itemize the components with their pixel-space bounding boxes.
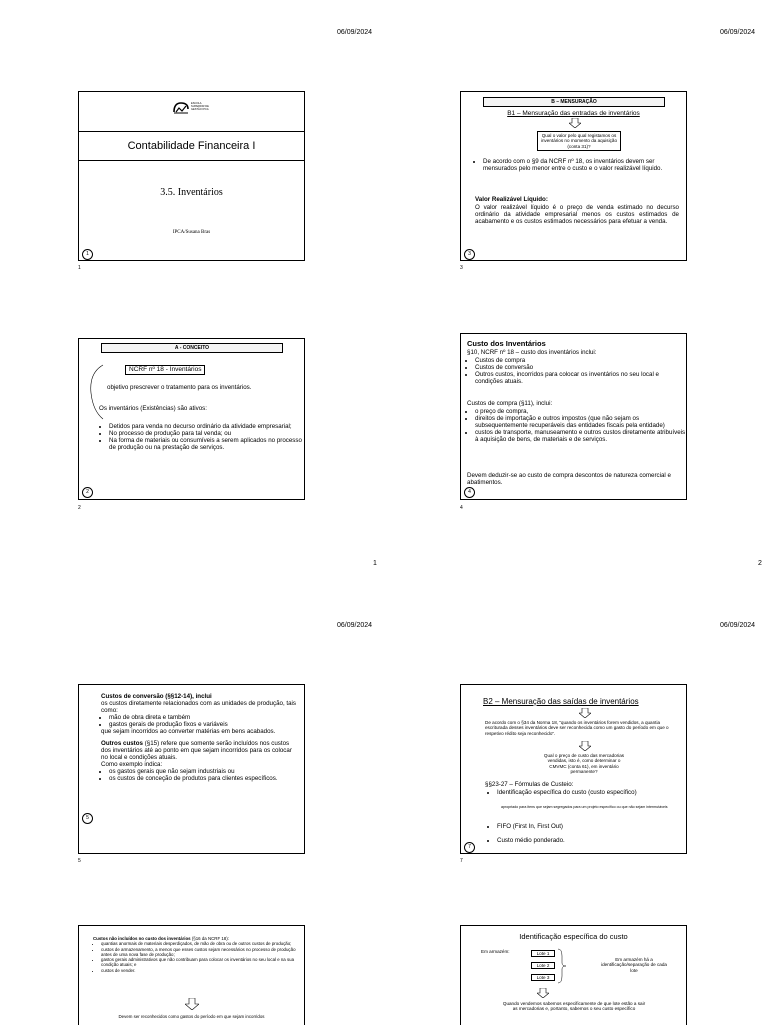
slide-title: Identificação específica do custo [519,932,628,941]
arrow-down-icon [579,708,591,718]
slide-circle-number: 4 [464,487,475,498]
brace-icon [557,948,567,984]
conversion-title: Custos de conversão (§§12-14), inclui [101,693,212,700]
slide-1 [78,91,305,261]
excluded-costs-block [93,936,297,973]
bullet-item: • No processo de produção para tal venda; ou [109,430,305,437]
bullet-item: • custos de armazenamento, a menos que esses custos sejam necessários no processo de produção antes de uma nova fase de produção; [101,947,297,958]
ipca-logo-icon [172,100,190,116]
vrl-text: O valor realizável líquido é o preço de venda estimado no decurso ordinário da atividade empresarial menos os custos estimados de acabamento e os custos estimados necessários para efetuar a venda. [475,204,679,225]
formula-list [489,823,677,830]
bullet-item: • De acordo com o §9 da NCRF nº 18, os inventários devem ser mensurados pelo menor entre o custo e o valor realizável líquido. [483,158,687,172]
arrow-down-icon [579,741,591,751]
bullet-item: • direitos de importação e outros impostos (que não sejam os subsequentemente recuperáveis das entidades fiscais pela entidade) [475,415,687,429]
bullet-item: • Custos de compra [475,357,687,364]
formula-list [489,837,677,844]
other-costs-title: Outros custos [101,740,143,747]
arrow-down-icon [569,118,581,128]
bullet-item: • mão de obra direta e também [109,714,297,721]
slide-circle-number: 1 [82,249,93,260]
ncrf-box: NCRF nº 18 - Inventários [125,365,205,375]
section-heading: B1 – Mensuração das entradas de inventários [507,110,640,117]
purchase-title: Custos de compra (§11), inclui: [467,400,553,407]
slide-circle-number: 3 [464,249,475,260]
objective-text: objetivo prescrever o tratamento para os inventários. [107,384,252,391]
lot-box: Lote 3 [531,974,555,981]
bullet-item: • quantias anormais de materiais desperdiçados, de mão de obra ou de outros custos de produção; [101,941,297,946]
bullet-item: • gastos gerais administrativos que não contribuam para colocar os inventários no seu local e na sua condição atuais; e [101,957,297,968]
slide-number-3: 3 [460,265,463,271]
slide-3 [460,91,687,261]
definition-text: Os inventários (Existências) são ativos: [99,405,207,412]
excluded-title: Custos não incluídos no custo dos inventários [93,936,191,941]
date-left-page1: 06/09/2024 [337,29,373,36]
slide-number-5: 5 [78,858,81,864]
school-logo [172,100,212,120]
excluded-title-ref: (§16 da NCRF 18): [191,936,229,941]
bullet-list [101,423,305,451]
curved-arrow-icon [87,363,105,423]
slide-6 [78,925,305,1025]
deduct-text: Devem deduzir-se ao custo de compra descontos de natureza comercial e abatimentos. [467,472,671,486]
slide-circle-number: 5 [82,813,93,824]
slide-8 [460,925,687,1025]
bullet-item: • Na forma de materiais ou consumíveis a serem aplicados no processo de produção ou na prestação de serviços. [109,437,305,451]
bullet-list [475,158,687,172]
conversion-intro: os custos diretamente relacionados com as unidades de produção, tais como: [101,700,297,714]
section-header: A - CONCEITO [101,343,283,353]
lot-box: Lote 2 [531,962,555,969]
bullet-item: • o preço de compra, [475,408,687,415]
conversion-block [101,693,297,782]
slide-5 [78,684,305,854]
bullet-item: • os gastos gerais que não sejam industriais ou [109,768,297,775]
slide-number-4: 4 [460,505,463,511]
bullet-item: • Detidos para venda no decurso ordinário da atividade empresarial; [109,423,305,430]
storage-label: Em armazém: [481,949,510,954]
arrow-down-icon [537,988,549,998]
other-costs-text: (§15) refere que somente serão incluídos nos custos dos inventários até ao ponto em que sejam incorridos para os colocar no local e condições atuais. [101,740,292,761]
storage-note: Em armazém há a identificação/separação de cada lote [601,957,667,973]
bullet-item: • os custos de conceção de produtos para clientes específicos. [109,775,297,782]
lot-box: Lote 1 [531,950,555,957]
slide-number-2: 2 [78,505,81,511]
slide-2 [78,338,305,500]
formulas-label: §§23-27 – Fórmulas de Custeio: [485,781,574,788]
slide-circle-number: 2 [82,487,93,498]
question-text: Qual o preço de custo das mercadorias vendidas, isto é, como determinar o CMVMC (conta 61), em inventário permanente? [543,753,625,775]
logo-text: ESCOLA SUPERIOR DE GESTÃO IPCA [191,102,209,111]
bullet-item: • FIFO (First In, First Out) [497,823,677,830]
slide-author: IPCA/Susana Bras [172,230,211,235]
bullet-item: • gastos gerais de produção fixos e variáveis [109,721,297,728]
specific-note: apropriado para itens que sejam segregados para um projeto específico ou que não sejam intermutáveis [501,805,668,809]
section-heading: B2 – Mensuração das saídas de inventários [483,697,639,706]
page-number: 1 [373,560,377,567]
bullet-item: • custos de vender. [101,968,297,973]
vrl-title: Valor Realizável Líquido: [475,196,548,203]
bullet-item: • Custos de conversão [475,364,687,371]
slide-number-7: 7 [460,858,463,864]
slide-7 [460,684,687,854]
slide-number-1: 1 [78,265,81,271]
bullet-item: • Identificação específica do custo (custo específico) [497,789,637,796]
sale-note: Quando vendemos sabemos especificamente de que lote estão a sair as mercadorias e, portanto, sabemos o seu custo específico [502,1001,646,1012]
formula-list [489,789,637,796]
slide-4 [460,333,687,500]
bullet-item: • custos de transporte, manuseamento e outros custos diretamente atribuíveis à aquisição de bens, de materiais e de serviços. [475,429,687,443]
bullet-item: • Outros custos, incorridos para colocar os inventários no seu local e condições atuais. [475,371,687,385]
date-right-page1: 06/09/2024 [720,29,756,36]
date-right-page2: 06/09/2024 [720,622,756,629]
purchase-list [467,408,687,443]
bullet-item: • Custo médio ponderado. [497,837,677,844]
slide-subtitle: 3.5. Inventários [160,187,223,198]
date-left-page2: 06/09/2024 [337,622,373,629]
cost-list [467,357,687,385]
section-header: B – MENSURAÇÃO [483,97,665,107]
intro-text: §10, NCRF nº 18 – custo dos inventários inclui: [467,349,597,356]
norm-paragraph: De acordo com o §34 da Norma 18, "quando os inventários forem vendidos, a quantia escriturada desses inventários deve ser reconhecida como um gasto do período em que o respetivo rédito seja reconhecido". [485,720,669,736]
conversion-after: que sejam incorridos ao converter matérias em bens acabados. [101,728,276,735]
page-number: 2 [758,560,762,567]
slide-circle-number: 7 [464,842,475,853]
slide-title: Contabilidade Financeira I [79,131,304,161]
arrow-down-icon [185,998,199,1010]
excluded-footer: Devem ser reconhecidos como gastos do período em que sejam incorridos [118,1014,265,1019]
example-label: Como exemplo indica: [101,761,163,768]
question-box: Qual o valor pelo qual registamos os inventários no momento da aquisição (conta 31)? [537,131,621,151]
slide-title: Custo dos Inventários [467,339,546,348]
